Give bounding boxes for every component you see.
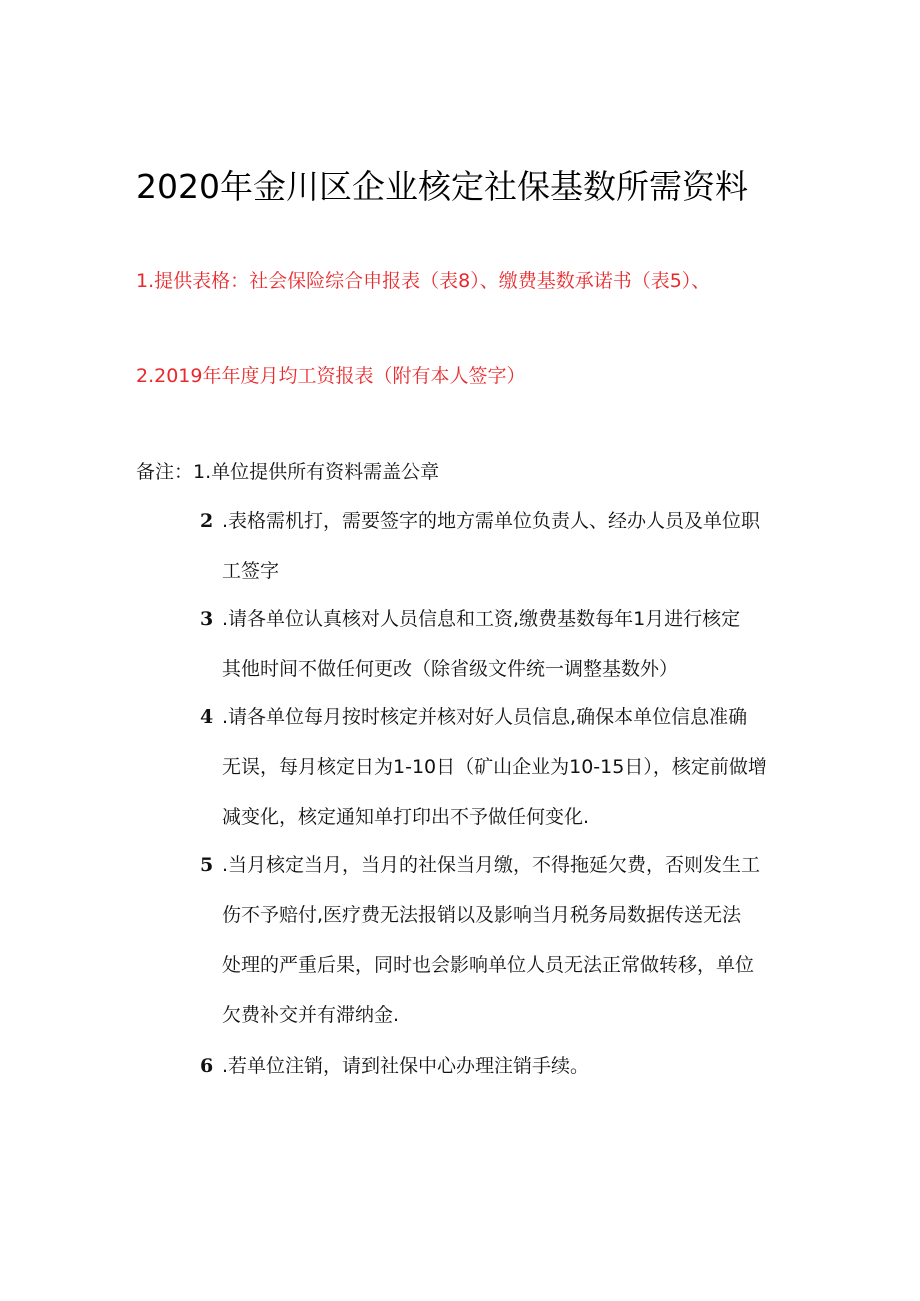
requirement-item-2: 2.2019年年度月均工资报表（附有本人签字） [136,365,526,387]
note-item-6 [200,1041,800,1091]
note-item-3 [200,594,800,694]
note-text: 欠费补交并有滞纳金. [222,1004,400,1026]
note-item-1: 1.单位提供所有资料需盖公章 [193,461,440,483]
note-item-5 [200,840,800,1040]
note-number: 5 [200,854,214,876]
note-text: .表格需机打，需要签字的地方需单位负责人、经办人员及单位职 [222,510,761,532]
note-item-2 [200,496,800,596]
note-number: 3 [200,608,214,630]
note-text: .当月核定当月，当月的社保当月缴，不得拖延欠费，否则发生工 [222,854,761,876]
notes-header [136,458,439,486]
note-text: .请各单位每月按时核定并核对好人员信息,确保本单位信息准确 [222,706,748,728]
document-title: 2020年金川区企业核定社保基数所需资料 [136,167,748,206]
note-text: 其他时间不做任何更改（除省级文件统一调整基数外） [222,658,679,680]
requirement-item-1: 1.提供表格：社会保险综合申报表（表8）、缴费基数承诺书（表5）、 [136,270,711,292]
note-text: 伤不予赔付,医疗费无法报销以及影响当月税务局数据传送无法 [222,904,742,926]
note-number: 2 [200,510,214,532]
note-text: 工签字 [222,560,280,582]
note-text: 处理的严重后果，同时也会影响单位人员无法正常做转移，单位 [222,954,755,976]
note-text: 无误，每月核定日为1-10日（矿山企业为10-15日），核定前做增 [222,756,767,778]
note-item-4 [200,692,800,842]
note-text: .请各单位认真核对人员信息和工资,缴费基数每年1月进行核定 [222,608,741,630]
note-number: 6 [200,1055,214,1077]
notes-label: 备注： [136,461,194,483]
note-text: 减变化，核定通知单打印出不予做任何变化. [222,806,590,828]
note-number: 4 [200,706,214,728]
note-text: .若单位注销，请到社保中心办理注销手续。 [222,1055,590,1077]
